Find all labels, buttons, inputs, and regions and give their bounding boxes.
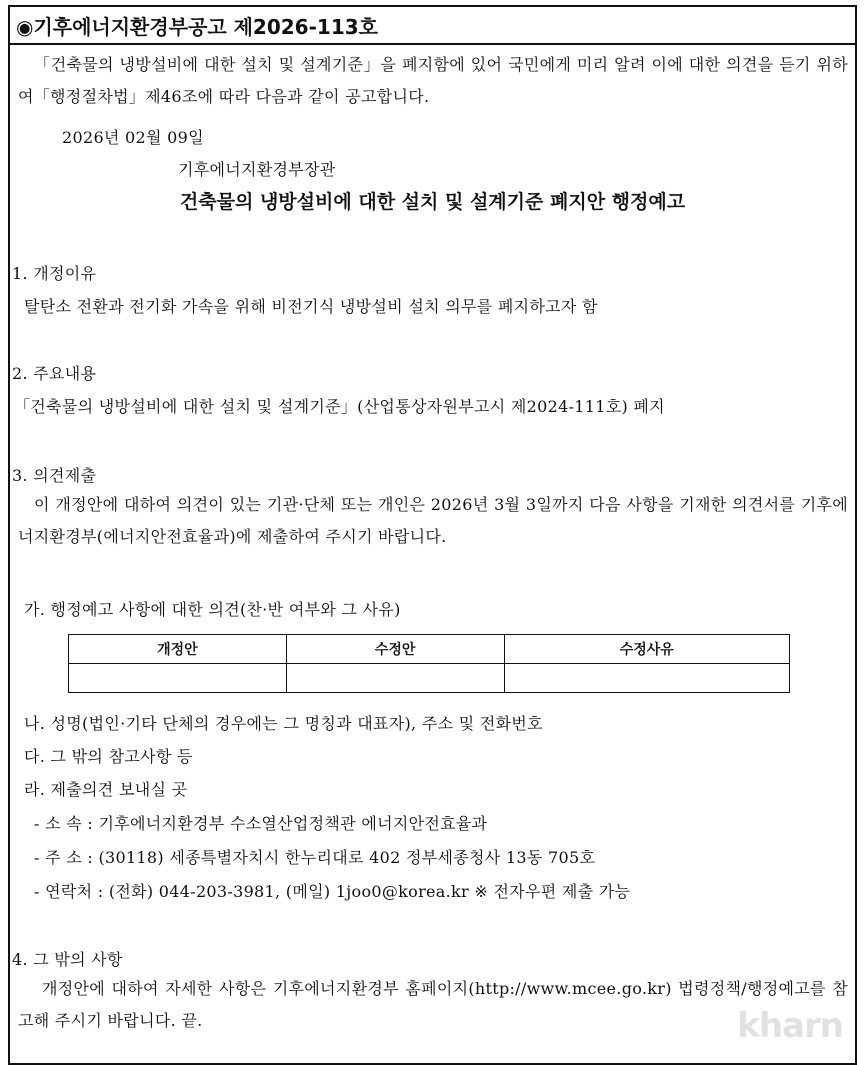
- notice-document: [8, 5, 857, 1065]
- table-header-row: [69, 635, 790, 664]
- table-cell: [286, 664, 504, 693]
- issuer: 기후에너지환경부장관: [178, 157, 336, 180]
- section-1-body: 탈탄소 전환과 전기화 가속을 위해 비전기식 냉방설비 설치 의무를 폐지하고자 함: [24, 294, 598, 317]
- item-na: 나. 성명(법인·기타 단체의 경우에는 그 명칭과 대표자), 주소 및 전화번호: [24, 711, 543, 734]
- contact-phone: - 연락처 : (전화) 044-203-3981, (메일) 1joo0@korea.kr ※ 전자우편 제출 가능: [34, 879, 630, 902]
- item-ra: 라. 제출의견 보내실 곳: [24, 777, 187, 800]
- table-cell: [69, 664, 287, 693]
- section-4-heading: 4. 그 밖의 사항: [12, 947, 123, 970]
- document-title: 건축물의 냉방설비에 대한 설치 및 설계기준 폐지안 행정예고: [10, 187, 855, 214]
- contact-address: - 주 소 : (30118) 세종특별자치시 한누리대로 402 정부세종청사 13동 705호: [34, 845, 595, 868]
- table-cell: [504, 664, 789, 693]
- intro-paragraph: 「건축물의 냉방설비에 대한 설치 및 설계기준」을 폐지함에 있어 국민에게 미리 알려 이에 대한 의견을 듣기 위하여「행정절차법」제46조에 따라 다음과 같이 공고합니다.: [18, 49, 848, 113]
- notice-date: 2026년 02월 09일: [62, 125, 204, 148]
- contact-department: - 소 속 : 기후에너지환경부 수소열산업정책관 에너지안전효율과: [34, 811, 487, 834]
- section-1-heading: 1. 개정이유: [12, 261, 96, 284]
- item-da: 다. 그 밖의 참고사항 등: [24, 744, 193, 767]
- section-4-body: 개정안에 대하여 자세한 사항은 기후에너지환경부 홈페이지(http://www.mcee.go.kr) 법령정책/행정예고를 참고해 주시기 바랍니다. 끝.: [18, 973, 848, 1037]
- table-header-cell: 개정안: [69, 635, 287, 664]
- watermark-logo: kharn: [737, 1006, 843, 1046]
- table-header-cell: 수정사유: [504, 635, 789, 664]
- section-3-body: 이 개정안에 대하여 의견이 있는 기관·단체 또는 개인은 2026년 3월 3일까지 다음 사항을 기재한 의견서를 기후에너지환경부(에너지안전효율과)에 제출하여 주시기 바랍니다.: [18, 489, 848, 553]
- table-header-cell: 수정안: [286, 635, 504, 664]
- item-ga: 가. 행정예고 사항에 대한 의견(찬·반 여부와 그 사유): [24, 597, 401, 620]
- table-row: [69, 664, 790, 693]
- section-2-heading: 2. 주요내용: [12, 361, 96, 384]
- section-3-heading: 3. 의견제출: [12, 463, 96, 486]
- section-2-body: 「건축물의 냉방설비에 대한 설치 및 설계기준」(산업통상자원부고시 제2024-111호) 폐지: [14, 394, 665, 417]
- notice-header: ◉기후에너지환경부공고 제2026-113호: [10, 7, 855, 45]
- opinion-table: [68, 634, 790, 693]
